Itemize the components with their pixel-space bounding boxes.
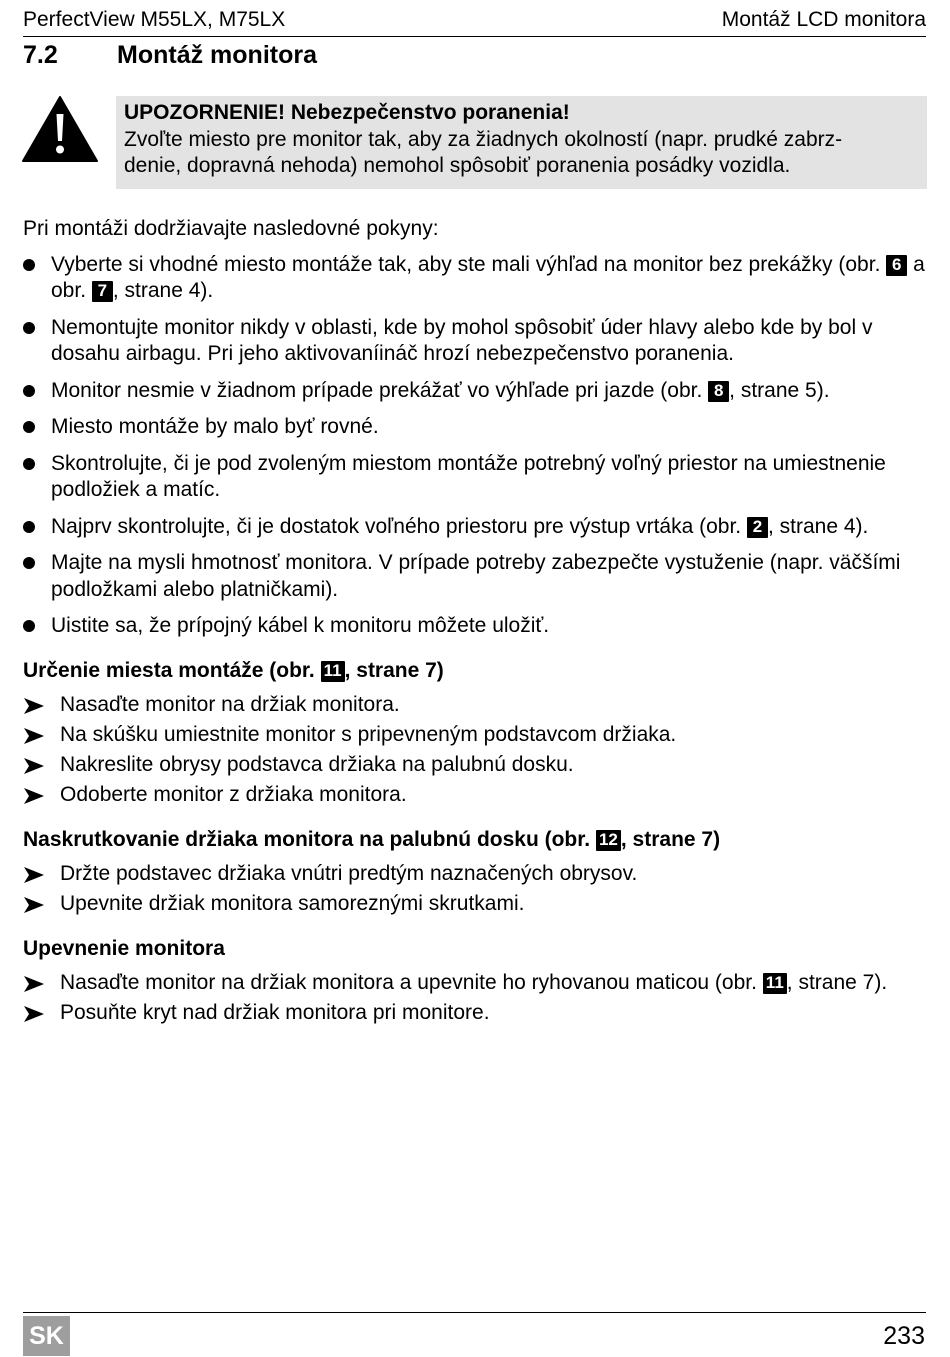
list-item-text: , strane 4). — [767, 514, 869, 538]
arrow-right-icon — [23, 787, 45, 805]
instructions-list — [23, 252, 928, 640]
arrow-right-icon — [23, 866, 45, 884]
list-item-text: , strane 5). — [729, 378, 830, 402]
subheading-fastening-monitor: Upevnenie monitora — [23, 936, 225, 960]
section-title: Montáž monitora — [117, 41, 317, 69]
bullet-icon — [23, 458, 35, 470]
section-heading — [23, 40, 317, 70]
step-item — [23, 1000, 928, 1027]
arrow-right-icon — [23, 1005, 45, 1023]
footer-divider — [23, 1312, 926, 1313]
list-item-text: Nemontujte monitor nikdy v oblasti, kde by mohol spôsobiť úder hlavy alebo kde by bol v dosahu airbagu. Pri jeho aktivovaníináč hrozí nebezpečenstvo poranenia. — [51, 315, 873, 365]
bullet-icon — [23, 620, 35, 632]
step-item — [23, 752, 928, 779]
header-product-name: PerfectView M55LX, M75LX — [23, 8, 286, 31]
figure-ref-badge: 11 — [763, 973, 787, 994]
arrow-right-icon — [23, 757, 45, 775]
list-item-text: Miesto montáže by malo byť rovné. — [51, 415, 379, 438]
steps-list — [23, 692, 928, 809]
main-content — [23, 216, 928, 1030]
subheading-mounting-location — [23, 658, 928, 685]
figure-ref-badge: 7 — [92, 281, 113, 302]
list-item — [23, 514, 928, 541]
step-text: Držte podstavec držiaka vnútri predtým naznačených obrysov. — [60, 862, 638, 885]
subheading-text: , strane 7) — [344, 658, 444, 682]
figure-ref-badge: 12 — [596, 830, 621, 851]
bullet-icon — [23, 421, 35, 433]
list-item-text: a obr. — [51, 252, 925, 302]
bullet-icon — [23, 322, 35, 334]
warning-triangle-icon — [21, 95, 99, 163]
step-item — [23, 782, 928, 809]
figure-ref-badge: 6 — [886, 255, 907, 276]
list-item — [23, 378, 928, 405]
step-text: Upevnite držiak monitora samoreznými skrutkami. — [60, 892, 525, 915]
steps-list — [23, 970, 928, 1027]
bullet-icon — [23, 557, 35, 569]
bullet-icon — [23, 259, 35, 271]
instructions-intro: Pri montáži dodržiavajte nasledovné pokyny: — [23, 217, 439, 240]
list-item — [23, 451, 928, 504]
page-number: 233 — [883, 1322, 925, 1350]
list-item-text: Vyberte si vhodné miesto montáže tak, aby ste mali výhľad na monitor bez prekážky (obr. — [51, 252, 881, 276]
step-item — [23, 891, 928, 918]
step-text: Nasaďte monitor na držiak monitora. — [60, 693, 400, 716]
bullet-icon — [23, 385, 35, 397]
figure-ref-badge: 2 — [747, 517, 768, 538]
list-item — [23, 315, 928, 368]
steps-list — [23, 861, 928, 918]
list-item — [23, 550, 928, 603]
step-text: Posuňte kryt nad držiak monitora pri monitore. — [60, 1001, 490, 1024]
arrow-right-icon — [23, 896, 45, 914]
subheading-text: Naskrutkovanie držiaka monitora na palubnú dosku (obr. — [23, 827, 591, 851]
list-item-text: Uistite sa, že prípojný kábel k monitoru môžete uložiť. — [51, 614, 550, 637]
step-text: Odoberte monitor z držiaka monitora. — [60, 783, 407, 806]
language-badge: SK — [23, 1316, 70, 1356]
subheading-text: Určenie miesta montáže (obr. — [23, 658, 315, 682]
warning-box — [116, 96, 927, 189]
warning-title: UPOZORNENIE! Nebezpečenstvo poranenia! — [124, 101, 570, 124]
list-item — [23, 414, 928, 441]
step-text: Nakreslite obrysy podstavca držiaka na palubnú dosku. — [60, 753, 574, 776]
list-item-text: Najprv skontrolujte, či je dostatok voľného priestoru pre výstup vrtáka (obr. — [51, 514, 742, 538]
step-item — [23, 692, 928, 719]
figure-ref-badge: 8 — [708, 381, 729, 402]
list-item — [23, 252, 928, 305]
page-header — [23, 6, 926, 37]
list-item-text: Majte na mysli hmotnosť monitora. V prípade potreby zabezpečte vystuženie (napr. väčšími podložkami alebo platničkami). — [51, 551, 901, 601]
step-item — [23, 861, 928, 888]
arrow-right-icon — [23, 697, 45, 715]
list-item-text: Skontrolujte, či je pod zvoleným miestom montáže potrebný voľný priestor na umiestnenie podložiek a matíc. — [51, 451, 886, 501]
warning-text-line-2: denie, dopravná nehoda) nemohol spôsobiť poranenia posádky vozidla. — [124, 154, 791, 177]
list-item-text: Monitor nesmie v žiadnom prípade prekážať vo výhľade pri jazde (obr. — [51, 378, 703, 402]
list-item — [23, 613, 928, 640]
figure-ref-badge: 11 — [321, 661, 345, 682]
warning-text-line-1: Zvoľte miesto pre monitor tak, aby za žiadnych okolností (napr. prudké zabrz- — [124, 127, 843, 151]
section-number: 7.2 — [23, 41, 58, 69]
list-item-text: , strane 4). — [112, 279, 214, 302]
step-text: , strane 7). — [786, 971, 888, 994]
bullet-icon — [23, 521, 35, 533]
arrow-right-icon — [23, 727, 45, 745]
subheading-screwing-holder — [23, 827, 928, 854]
arrow-right-icon — [23, 975, 45, 993]
step-text: Nasaďte monitor na držiak monitora a upevnite ho ryhovanou maticou (obr. — [60, 971, 757, 994]
step-item — [23, 722, 928, 749]
header-chapter-name: Montáž LCD monitora — [721, 8, 926, 31]
step-text: Na skúšku umiestnite monitor s pripevneným podstavcom držiaka. — [60, 723, 677, 746]
subheading-text: , strane 7) — [620, 827, 721, 851]
step-item — [23, 970, 928, 997]
